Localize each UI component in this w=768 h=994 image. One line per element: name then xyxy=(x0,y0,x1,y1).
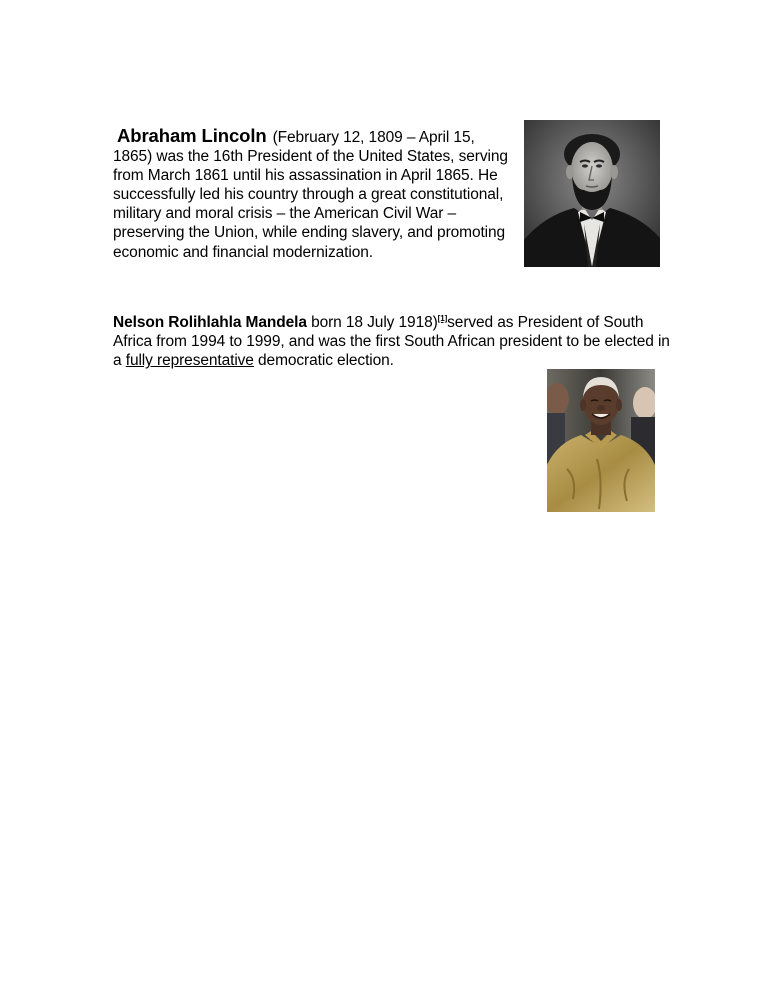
fully-representative-link[interactable]: fully representative xyxy=(125,352,254,370)
lincoln-name: Abraham Lincoln xyxy=(117,125,267,146)
lincoln-portrait-image xyxy=(524,120,660,267)
mandela-text-after-ref: served as President of South Africa from 1994 to 1999, and was the first South African president to be elected in a xyxy=(113,314,670,370)
mandela-text-end: democratic election. xyxy=(253,352,394,370)
mandela-section xyxy=(113,313,673,370)
mandela-name: Nelson Rolihlahla Mandela xyxy=(113,314,307,331)
lincoln-paragraph xyxy=(113,126,513,262)
citation-reference-link[interactable]: [1] xyxy=(437,313,448,323)
mandela-paragraph xyxy=(113,313,673,370)
mandela-portrait-image xyxy=(547,369,655,512)
mandela-text-before-ref: born 18 July 1918) xyxy=(306,314,438,331)
lincoln-body: (February 12, 1809 – April 15, 1865) was the 16th President of the United States, serving from March 1861 until his assassination in April 1865. He successfully led his country through a great constitutional, military and moral crisis – the American Civil War – preserving the Union, while ending slavery, and promoting economic and financial modernization. xyxy=(113,129,508,261)
lincoln-section xyxy=(113,126,513,262)
